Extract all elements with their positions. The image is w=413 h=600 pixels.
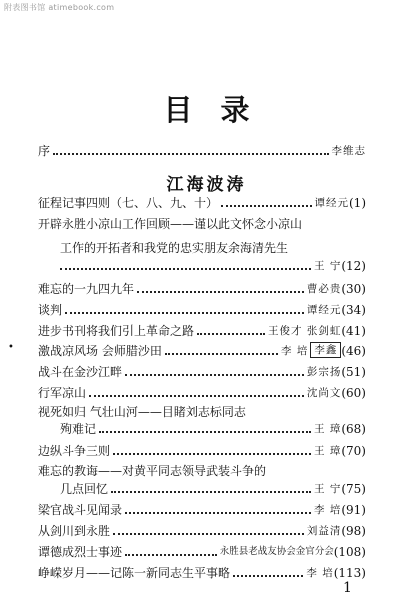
entry-page: (75) — [341, 482, 366, 496]
entry-title: 战斗在金沙江畔 — [38, 365, 123, 379]
entry-title: 难忘的一九四九年 — [38, 282, 135, 296]
leader-dots — [221, 205, 311, 207]
entry-title: 序 — [38, 144, 51, 158]
entry-title: 谭德成烈士事迹 — [38, 545, 123, 559]
entry-page: (113) — [333, 566, 366, 580]
entry-page: (34) — [341, 303, 366, 317]
toc-entry[interactable] — [38, 560, 366, 580]
toc-entry[interactable] — [38, 318, 366, 338]
entry-title-line: 难忘的教诲——对黄平同志领导武装斗争的 — [38, 464, 267, 478]
boxed-author: 李鑫 — [310, 342, 341, 358]
leader-dots — [125, 374, 304, 376]
toc-entry[interactable] — [38, 297, 366, 317]
leader-dots — [165, 353, 278, 355]
entry-page: (68) — [341, 422, 366, 436]
leader-dots — [125, 554, 217, 556]
entry-author: 李 培 — [281, 345, 309, 357]
entry-page: (98) — [341, 524, 366, 538]
entry-page: (12) — [341, 259, 366, 273]
entry-author: 王 璋 — [314, 445, 342, 457]
toc-entry[interactable] — [38, 497, 366, 517]
entry-page: (91) — [341, 503, 366, 517]
leader-dots — [89, 395, 304, 397]
entry-title: 从剑川到永胜 — [38, 524, 111, 538]
entry-title-line: 殉难记 — [60, 422, 97, 436]
entry-author: 王俊才 张剑虹 — [268, 325, 342, 337]
leader-dots — [99, 431, 311, 433]
leader-dots — [111, 491, 311, 493]
entry-title: 进步书刊将我们引上革命之路 — [38, 324, 195, 338]
entry-title-line: 工作的开拓者和我党的忠实朋友余海清先生 — [60, 241, 289, 255]
section-heading: 江海波涛 — [166, 175, 247, 195]
toc-entry[interactable] — [38, 338, 366, 358]
toc-entry[interactable] — [38, 190, 366, 210]
entry-author: 李 培 — [314, 504, 342, 516]
page-title: 目录 — [163, 93, 278, 127]
entry-author: 王 宁 — [314, 260, 342, 272]
toc-entry[interactable] — [38, 380, 366, 400]
entry-author: 彭宗扬 — [306, 366, 342, 378]
toc-entry[interactable] — [38, 276, 366, 296]
entry-title: 峥嵘岁月——记陈一新同志生平事略 — [38, 566, 231, 580]
leader-dots — [137, 291, 304, 293]
entry-page: (1) — [349, 196, 366, 210]
entry-title: 激战凉风场 会师腊沙田 — [38, 344, 162, 358]
entry-author: 谭经元 — [306, 304, 342, 316]
toc-entry[interactable] — [60, 416, 366, 436]
entry-author: 王 宁 — [314, 483, 342, 495]
toc-entry-preface[interactable] — [38, 138, 366, 158]
entry-author: 永胜县老战友协会金官分会 — [219, 546, 334, 557]
entry-author: 李维志 — [331, 145, 366, 157]
entry-page: (30) — [341, 282, 366, 296]
entry-page: (41) — [341, 324, 366, 338]
entry-author: 沈尚文 — [306, 387, 342, 399]
entry-page: (51) — [341, 365, 366, 379]
entry-page: (108) — [333, 545, 366, 559]
leader-dots — [113, 533, 304, 535]
toc-entry[interactable] — [38, 438, 366, 458]
leader-dots — [65, 312, 304, 314]
entry-page: (70) — [341, 444, 366, 458]
entry-title: 行军凉山 — [38, 386, 87, 400]
leader-dots — [113, 453, 311, 455]
leader-dots — [197, 333, 265, 335]
entry-title-line: 开辟永胜小凉山工作回顾——谨以此文怀念小凉山 — [38, 217, 303, 231]
entry-author: 刘益清 — [306, 525, 342, 537]
leader-dots — [60, 268, 311, 270]
entry-title: 征程记事四则（七、八、九、十） — [38, 196, 219, 210]
leader-dots — [233, 575, 303, 577]
entry-title-line: 视死如归 气壮山河——目睹刘志标同志 — [38, 405, 246, 419]
entry-title: 谈判 — [38, 303, 63, 317]
entry-title: 梁官战斗见闻录 — [38, 503, 123, 517]
entry-author: 谭经元 — [314, 197, 349, 209]
entry-page: (46) — [341, 344, 366, 358]
toc-entry[interactable] — [38, 253, 366, 273]
watermark: 附表图书馆 atimebook.com — [4, 3, 115, 12]
entry-author: 王 璋 — [314, 423, 342, 435]
page-number: 1 — [343, 580, 352, 596]
toc-entry[interactable] — [60, 476, 366, 496]
leader-dots — [125, 512, 311, 514]
entry-author: 李 培 — [306, 567, 334, 579]
toc-entry[interactable] — [38, 539, 366, 559]
entry-title-line: 几点回忆 — [60, 482, 109, 496]
entry-title: 边纵斗争三则 — [38, 444, 111, 458]
leader-dots — [53, 153, 328, 155]
toc-entry[interactable] — [38, 359, 366, 379]
toc-entry[interactable] — [38, 518, 366, 538]
stray-mark: • — [8, 342, 14, 353]
entry-author: 曹必贵 — [306, 283, 342, 295]
entry-page: (60) — [341, 386, 366, 400]
